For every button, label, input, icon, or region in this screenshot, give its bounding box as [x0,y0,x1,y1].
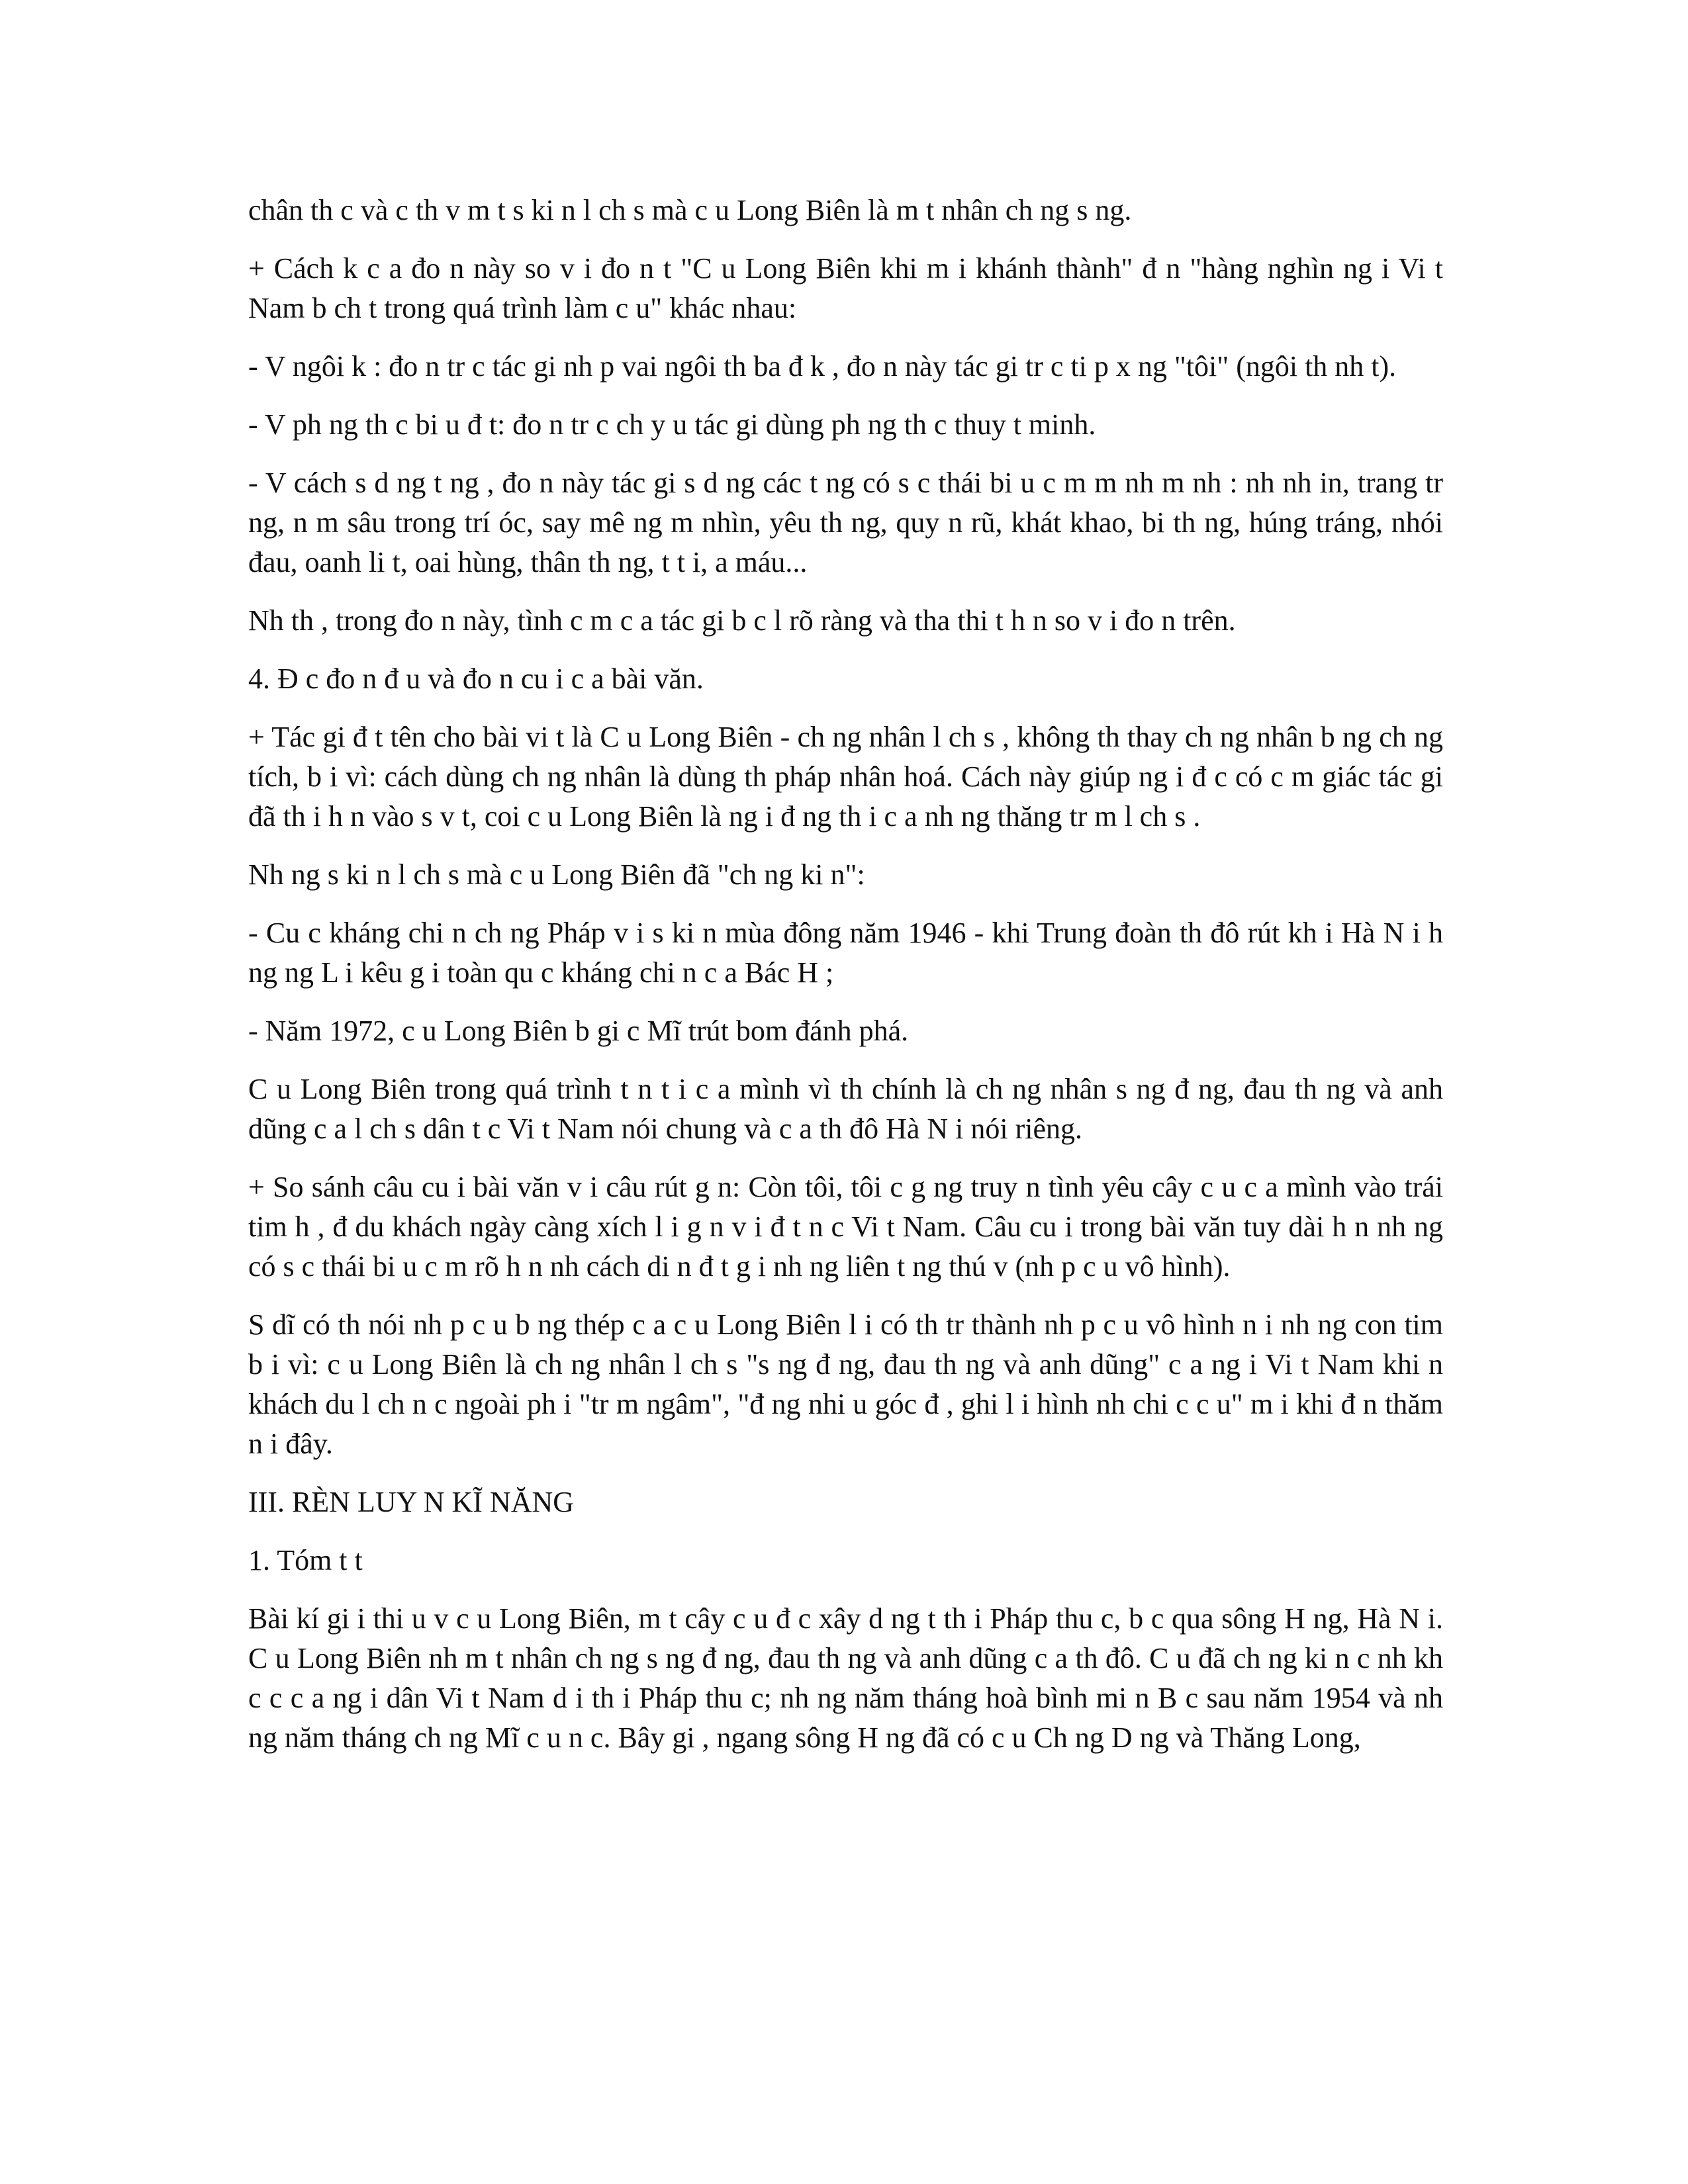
document-body [248,191,1443,1776]
paragraph-8: + Tác gi đ t tên cho bài vi t là C u Long Biên - ch ng nhân l ch s , không th thay ch ng nhân b ng ch ng tích, b i vì: cách dùng ch ng nhân là dùng th pháp nhân hoá. Cách này giúp ng i đ c có c m giác tác gi đã th i h n vào s v t, coi c u Long Biên là ng i đ ng th i c a nh ng thăng tr m l ch s . [248,721,1443,833]
paragraph-17: Bài kí gi i thi u v c u Long Biên, m t cây c u đ c xây d ng t th i Pháp thu c, b c qua sông H ng, Hà N i. C u Long Biên nh m t nhân ch ng s ng đ ng, đau th ng và anh dũng c a th đô. C u đã ch ng ki n c nh kh c c c a ng i dân Vi t Nam d i th i Pháp thu c; nh ng năm tháng hoà bình mi n B c sau năm 1954 và nh ng năm tháng ch ng Mĩ c u n c. Bây gi , ngang sông H ng đã có c u Ch ng D ng và Thăng Long, [248,1602,1443,1754]
paragraph-9: Nh ng s ki n l ch s mà c u Long Biên đã "ch ng ki n": [248,858,865,891]
subsection-heading-1: 1. Tóm t t [248,1544,363,1576]
paragraph-10: - Cu c kháng chi n ch ng Pháp v i s ki n mùa đông năm 1946 - khi Trung đoàn th đô rút kh i Hà N i h ng ng L i kêu g i toàn qu c kháng chi n c a Bác H ; [248,917,1443,989]
section-heading-4: 4. Đ c đo n đ u và đo n cu i c a bài văn. [248,662,704,695]
section-heading-iii: III. RÈN LUY N KĨ NĂNG [248,1486,575,1518]
paragraph-4: - V ph ng th c bi u đ t: đo n tr c ch y u tác gi dùng ph ng th c thuy t minh. [248,408,1096,441]
paragraph-3: - V ngôi k : đo n tr c tác gi nh p vai ngôi th ba đ k , đo n này tác gi tr c ti p x ng "tôi" (ngôi th nh t). [248,350,1397,383]
paragraph-11: - Năm 1972, c u Long Biên b gi c Mĩ trút bom đánh phá. [248,1015,909,1047]
paragraph-5: - V cách s d ng t ng , đo n này tác gi s d ng các t ng có s c thái bi u c m m nh m nh : nh nh in, trang tr ng, n m sâu trong trí óc, say mê ng m nhìn, yêu th ng, quy n rũ, khát khao, bi th ng, húng tráng, nhói đau, oanh li t, oai hùng, thân th ng, t t i, a máu... [248,467,1443,578]
paragraph-2: + Cách k c a đo n này so v i đo n t "C u Long Biên khi m i khánh thành" đ n "hàng nghìn ng i Vi t Nam b ch t trong quá trình làm c u" khác nhau: [248,252,1443,324]
paragraph-14: S dĩ có th nói nh p c u b ng thép c a c u Long Biên l i có th tr thành nh p c u vô hình n i nh ng con tim b i vì: c u Long Biên là ch ng nhân l ch s "s ng đ ng, đau th ng và anh dũng" c a ng i Vi t Nam khi n khách du l ch n c ngoài ph i "tr m ngâm", "đ ng nhi u góc đ , ghi l i hình nh chi c c u" m i khi đ n thăm n i đây. [248,1308,1443,1460]
paragraph-1: chân th c và c th v m t s ki n l ch s mà c u Long Biên là m t nhân ch ng s ng. [248,194,1132,226]
paragraph-13: + So sánh câu cu i bài văn v i câu rút g n: Còn tôi, tôi c g ng truy n tình yêu cây c u c a mình vào trái tim h , đ du khách ngày càng xích l i g n v i đ t n c Vi t Nam. Câu cu i trong bài văn tuy dài h n nh ng có s c thái bi u c m rõ h n nh cách di n đ t g i nh ng liên t ng thú v (nh p c u vô hình). [248,1171,1443,1283]
paragraph-12: C u Long Biên trong quá trình t n t i c a mình vì th chính là ch ng nhân s ng đ ng, đau th ng và anh dũng c a l ch s dân t c Vi t Nam nói chung và c a th đô Hà N i nói riêng. [248,1073,1443,1145]
paragraph-6: Nh th , trong đo n này, tình c m c a tác gi b c l rõ ràng và tha thi t h n so v i đo n trên. [248,604,1236,637]
